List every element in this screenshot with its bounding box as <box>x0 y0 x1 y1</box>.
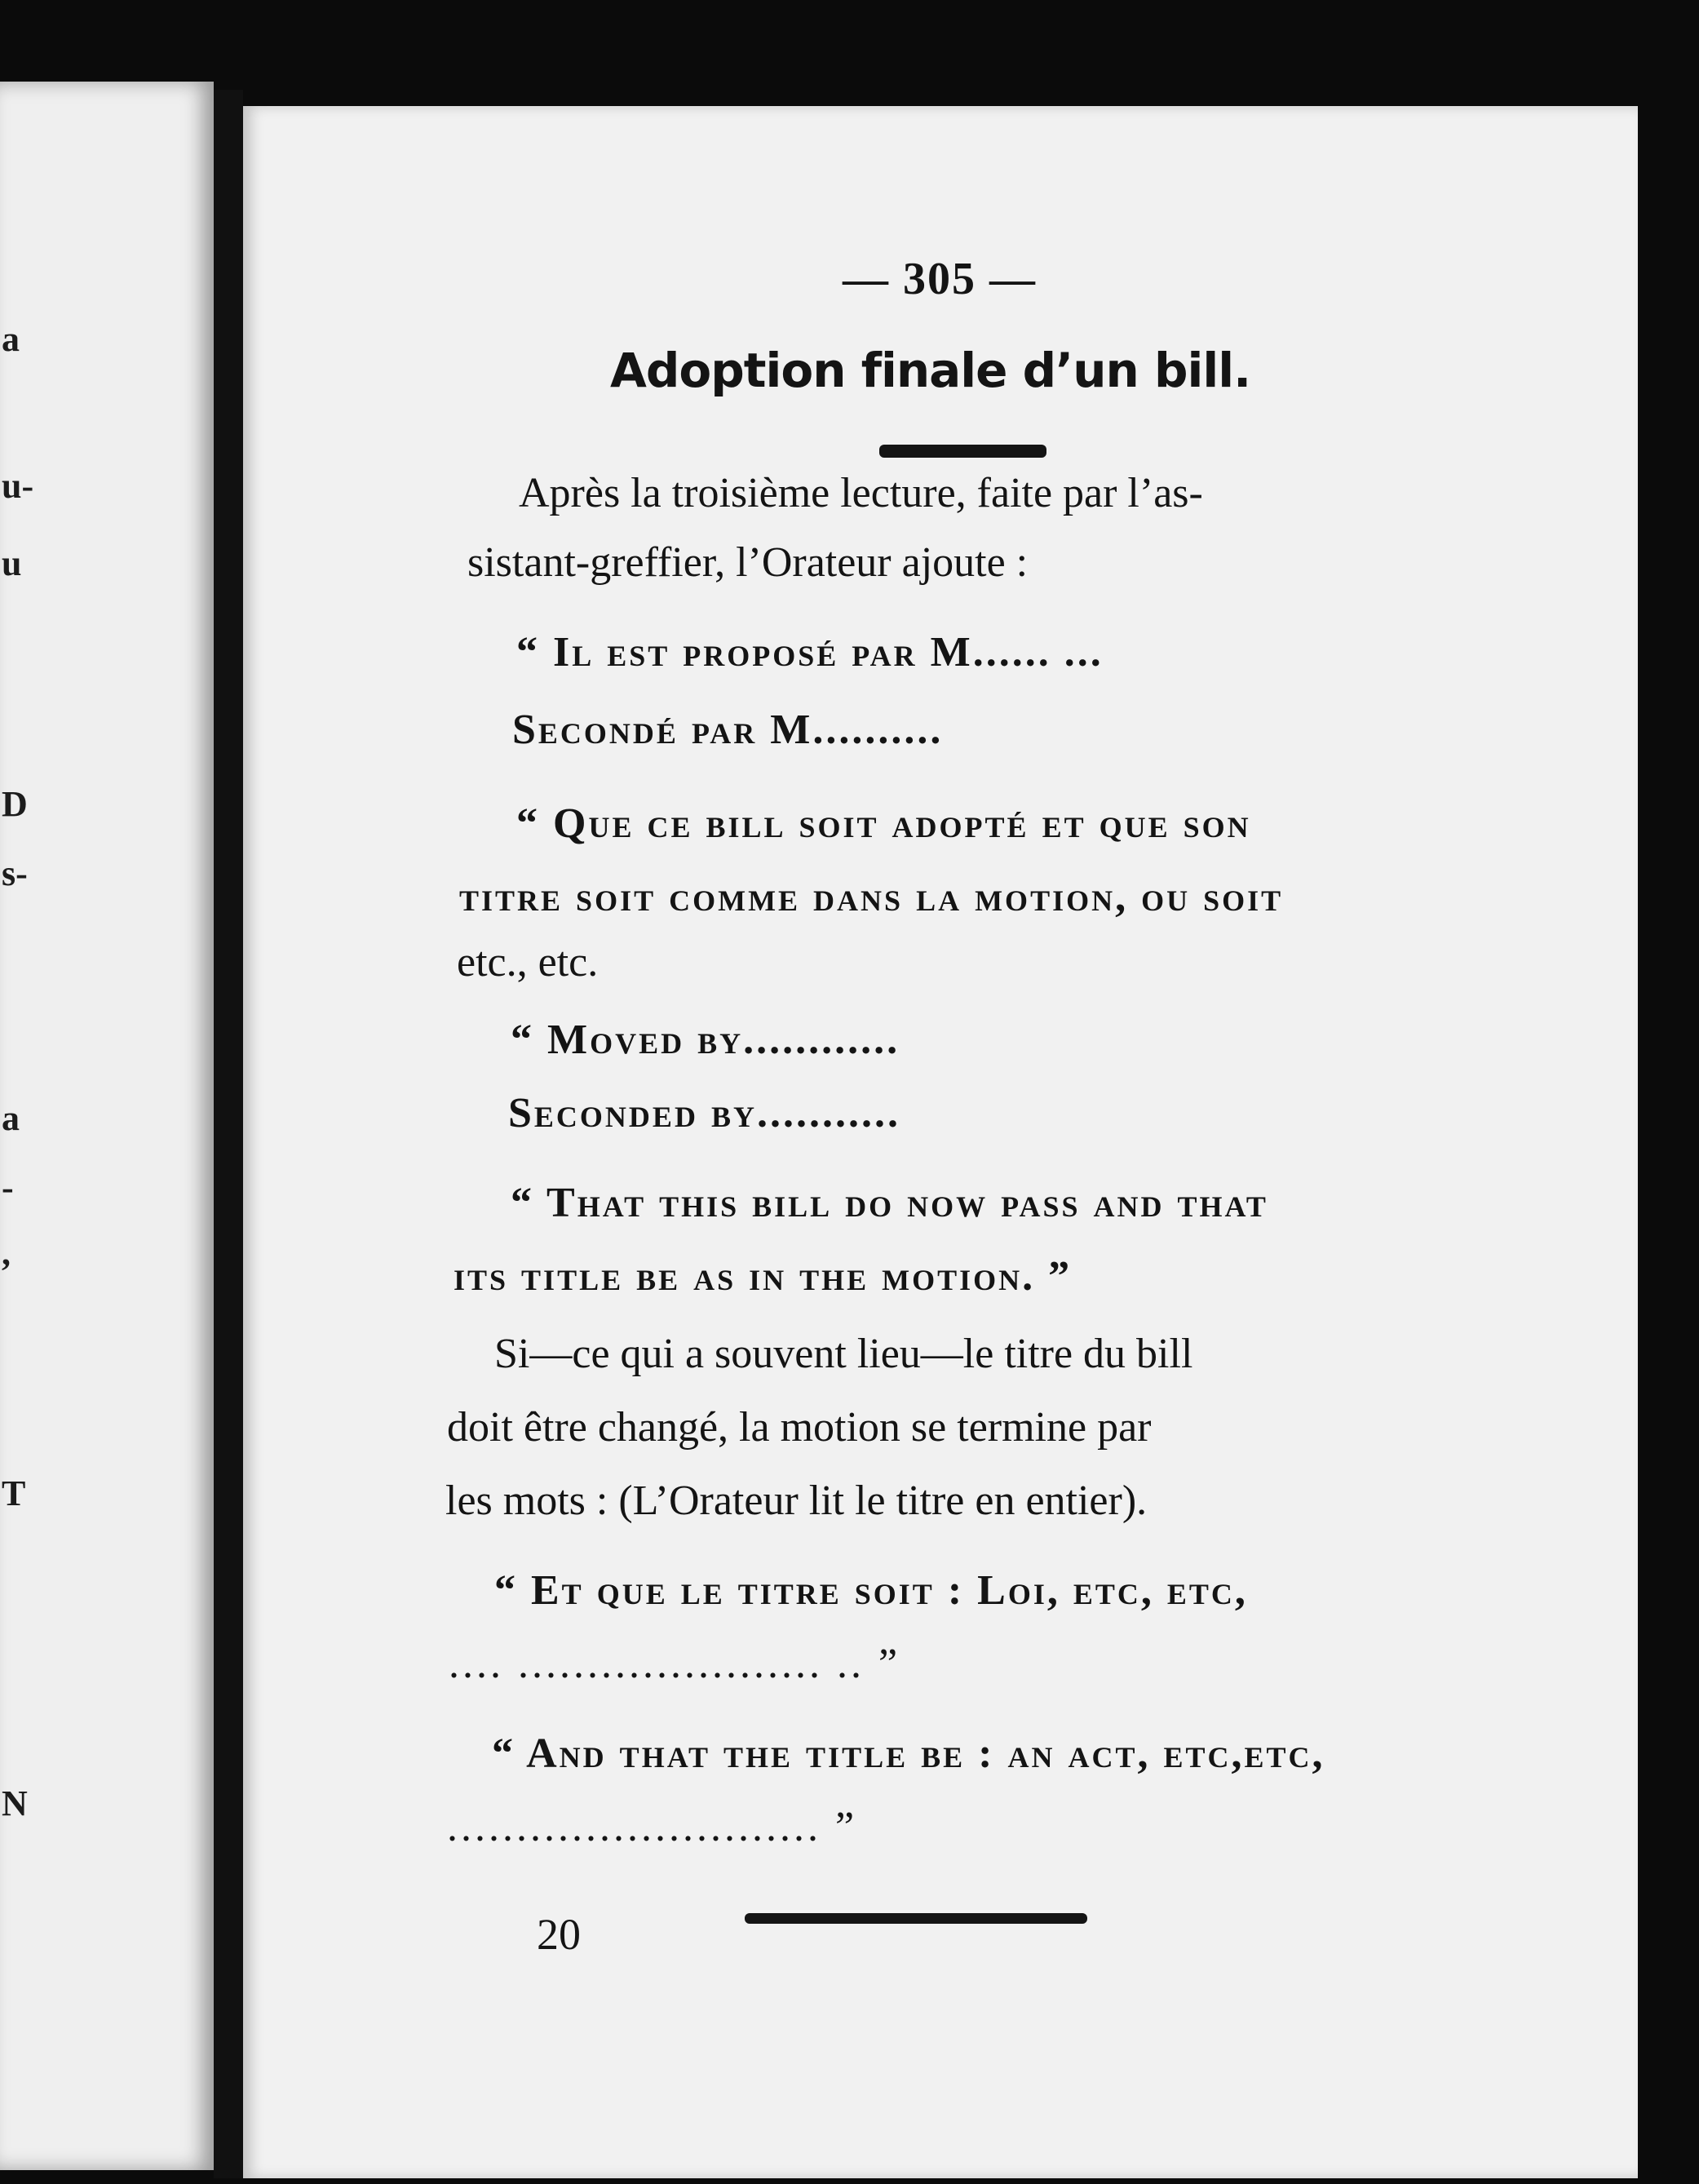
text-line: sistant-greffier, l’Orateur ajoute : <box>467 539 1029 586</box>
text-line: ........................... ” <box>447 1804 858 1850</box>
heading-rule <box>879 445 1046 458</box>
left-page-fragment: T <box>2 1473 26 1513</box>
previous-page-edge <box>0 82 214 2170</box>
left-page-fragment: - <box>2 1167 14 1207</box>
book-gutter <box>214 90 243 2178</box>
text-line: Secondé par M.......... <box>512 707 944 753</box>
page-heading: Adoption finale d’un bill. <box>610 343 1251 398</box>
text-line: “ That this bill do now pass and that <box>511 1180 1268 1226</box>
left-page-fragment: D <box>2 784 28 824</box>
text-line: Après la troisième lecture, faite par l’as- <box>519 470 1203 516</box>
left-page-fragment: N <box>2 1783 28 1823</box>
left-page-fragment: u- <box>2 466 34 506</box>
text-line: .... ...................... .. ” <box>449 1641 901 1687</box>
text-line: “ Et que le titre soit : Loi, etc, etc, <box>494 1567 1248 1614</box>
text-line: “ Moved by............ <box>511 1017 900 1063</box>
text-line: Seconded by........... <box>508 1090 900 1136</box>
page-number: — 305 — <box>843 254 1037 304</box>
footer-rule <box>745 1913 1087 1924</box>
text-line: “ Que ce bill soit adopté et que son <box>516 800 1251 847</box>
text-line: “ Il est proposé par M...... ... <box>516 629 1104 676</box>
book-page <box>243 106 1638 2178</box>
scan-border <box>1638 106 1699 2184</box>
text-line: titre soit comme dans la motion, ou soit <box>459 874 1284 920</box>
text-line: etc., etc. <box>457 939 599 986</box>
left-page-fragment: , <box>2 1233 11 1273</box>
text-line: Si—ce qui a souvent lieu—le titre du bill <box>494 1331 1193 1377</box>
text-line: les mots : (L’Orateur lit le titre en entier). <box>445 1477 1148 1524</box>
text-line: doit être changé, la motion se termine par <box>447 1404 1152 1451</box>
signature-mark: 20 <box>537 1910 581 1959</box>
text-line: its title be as in the motion. ” <box>454 1253 1073 1300</box>
left-page-fragment: s- <box>2 853 28 893</box>
left-page-fragment: a <box>2 1098 20 1138</box>
left-page-fragment: u <box>2 543 22 583</box>
text-line: “ And that the title be : an act, etc,etc, <box>492 1730 1325 1777</box>
left-page-fragment: a <box>2 319 20 359</box>
